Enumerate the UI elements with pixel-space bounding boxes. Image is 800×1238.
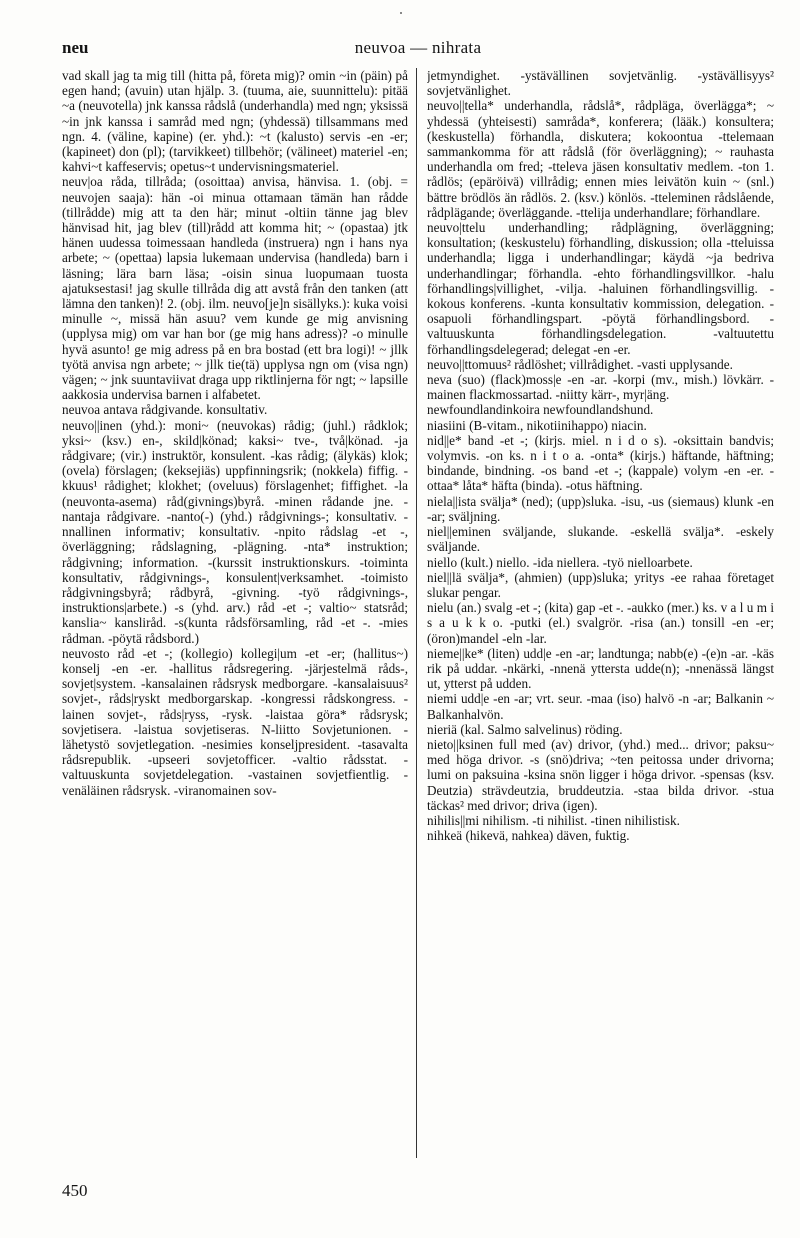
scan-speck [400,12,402,14]
dictionary-entry: vad skall jag ta mig till (hitta på, företa mig)? omin ~in (päin) på egen hand; (avuin) utan hjälp. 3. (tuuma, aie, suunnittelu): pitää ~a (neuvotella) jnk kanssa rådslå (underhandla) med ngn; yksissä ~in jnk kanssa i samråd med ngn; (yhdessä) tillsammans med ngn. 4. (väline, kapine) (er. yhd.): ~t (kalusto) servis -en -er; (kapineet) don (pl); (tarvikkeet) tillbehör; (välineet) materiel -en; kahvi~t kaffeservis; opetus~t undervisningsmateriel. [62,68,408,175]
dictionary-entry: niemi udd|e -en -ar; vrt. seur. -maa (iso) halvö -n -ar; Balkanin ~ Balkanhalvön. [427,691,774,722]
dictionary-entry: niel||eminen sväljande, slukande. -eskellä svälja*. -eskely sväljande. [427,524,774,555]
dictionary-entry: neva (suo) (flack)moss|e -en -ar. -korpi (mv., mish.) lövkärr. -mainen flackmossartad. -niitty kärr-, myr|äng. [427,372,774,403]
dictionary-entry: jetmyndighet. -ystävällinen sovjetvänlig. -ystävällisyys² sovjetvänlighet. [427,68,774,99]
page-number: 450 [62,1181,88,1200]
dictionary-entry: nid||e* band -et -; (kirjs. miel. n i d o s). -oksittain bandvis; volymvis. -on ks. n i t o a. -onta* (kirjs.) häftande, häftning; bindande, bindning. -os band -et -; (kappale) volym -en -er. -ottaa* låta* häfta (binda). -otus häftning. [427,432,774,494]
left-column [62,68,408,1158]
right-column [427,68,774,1158]
running-title: neuvoa — nihrata [354,38,482,57]
dictionary-entry: nieto||ksinen full med (av) drivor, (yhd.) med... drivor; paksu~ med höga drivor. -s (snö)driva; ~ten peitossa under drivorna; lumi on paksuina -ksina snön ligger i höga drivor. -spensas (ksv. Deutzia) strävdeutzia, bruddeutzia. -staa bilda drivor. -stua täckas² med drivor; driva (igen). [427,736,774,813]
dictionary-entry: neuvo||ttomuus² rådlöshet; villrådighet. -vasti upplysande. [427,356,733,372]
dictionary-entry: niela||ista svälja* (ned); (upp)sluka. -isu, -us (siemaus) klunk -en -ar; sväljning. [427,493,774,524]
dictionary-entry: niasiini (B-vitam., nikotiinihappo) niacin. [427,417,647,433]
guide-word: neu [62,38,89,57]
dictionary-entry: nielu (an.) svalg -et -; (kita) gap -et -. -aukko (mer.) ks. v a l u m i s a u k k o. -putki (el.) svalgrör. -risa (an.) tonsill -en -er; (öron)mandel -eln -lar. [427,600,774,646]
dictionary-entry: nieme||ke* (liten) udd|e -en -ar; landtunga; nabb(e) -(e)n -ar. -käs rik på uddar. -nkärki, -nnenä yttersta udde(n); -nnenässä längst ut, ytterst på udden. [427,645,774,692]
dictionary-entry: neuvoa antava rådgivande. konsultativ. [62,402,268,418]
column-divider [416,68,417,1158]
dictionary-entry: nihkeä (hikevä, nahkea) däven, fuktig. [427,828,630,844]
dictionary-entry: neuvosto råd -et -; (kollegio) kollegi|um -et -er; (hallitus~) konselj -en -er. -hallitus rådsregering. -järjestelmä råds-, sovjet|system. -kansalainen rådsrysk medborgare. -kansalaisuus² sovjet-, råds|ryskt medborgarskap. -kongressi rådskongress. -lainen sovjet-, råds|ryss, -rysk. -laistaa göra* rådsrysk; sovjetisera. -laistua sovjetiseras. N-liitto Sovjetunionen. -lähetystö sovjetlegation. -nesimies konseljpresident. -tasavalta rådsrepublik. -upseeri sovjetofficer. -valtio rådsstat. -valtuuskunta sovjetdelegation. -vastainen sovjetfientlig. -venäläinen rådsrysk. -viranomainen sov- [62,645,408,798]
dictionary-entry: neuvo|ttelu underhandling; rådplägning, överläggning; konsultation; (keskustelu) förhandling, diskussion; olla -tteluissa underhandla; ligga i underhandlingar; käydä ~ja bedriva underhandlingar; förhandla. -ehto förhandlingsvillkor. -halu förhandlings|villighet, -vilja. -haluinen förhandlingsvillig. -kokous konferens. -kunta konsultativ kommission, delegation. -osapuoli förhandlingspart. -pöytä förhandlingsbord. -valtuuskunta förhandlingsdelegation. -valtuutettu förhandlingsdelegerad; delegat -en -er. [427,220,774,357]
dictionary-entry: newfoundlandinkoira newfoundlandshund. [427,402,654,418]
page-header [62,38,774,60]
dictionary-entry: neuvo||tella* underhandla, rådslå*, rådpläga, överlägga*; ~ yhdessä (yhteisesti) samråda*, konferera; (lääk.) konsultera; (keskustella) förhandla, diskutera; kokoontua -ttelemaan sammankomma för att rådslå (för överläggning); ~ rauhasta underhandla om fred; -tteleva jäsen konsultativ medlem. -ton 1. rådlös; (epäröivä) villrådig; ennen mies leivätön kuin ~ (snl.) bättre brödlös än rådlös. 2. (ksv.) könlös. -tteleminen rådslående, rådplägande; överläggande. -ttelija underhandlare; förhandlare. [427,98,774,220]
dictionary-entry: neuv|oa råda, tillråda; (osoittaa) anvisa, hänvisa. 1. (obj. = neuvojen saaja): hän -oi minua ottamaan tämän han rådde (tillrådde) mig att ta den här; minut -oltiin tänne jag blev hänvisad hit, jag blev (till)rådd att komma hit; ~ (opastaa) jtk hänen uudessa toimessaan handleda (instruera) ngn i hans nya arbete; ~ (opettaa) lapsia lukemaan undervisa (handleda) barn i läsning; lära barn läsa; -oisin sinua luopumaan tuosta ajatuksestasi! jag skulle tillråda dig att avstå från den tanken (att lämna den tanken)! 2. (obj. ilm. neuvo[je]n sisällyks.): kuka voisi minulle ~, missä hän asuu? vem kunde ge mig anvisning (upplysa mig) om var han bor (ge mig hans adress)? -o minulle hyvä asunto! ge mig adress på en bra bostad (ett bra logi)! ~ jllk työtä anvisa ngn arbete; ~ jllk tie(tä) upplysa ngn om (visa ngn) vägen; ~ jnk suuntaviivat draga upp riktlinjerna för ngt; ~ lapsille aakkosia undervisa barnen i alfabetet. [62,174,408,403]
dictionary-entry: niello (kult.) niello. -ida niellera. -työ nielloarbete. [427,554,693,570]
dictionary-entry: nihilis||mi nihilism. -ti nihilist. -tinen nihilistisk. [427,812,680,828]
dictionary-entry: nieriä (kal. Salmo salvelinus) röding. [427,721,623,737]
dictionary-entry: niel||lä svälja*, (ahmien) (upp)sluka; yritys -ee rahaa företaget slukar pengar. [427,569,774,600]
dictionary-entry: neuvo||inen (yhd.): moni~ (neuvokas) rådig; (juhl.) rådklok; yksi~ (ksv.) en-, skild|könad; kaksi~ tve-, två|könad. -ja rådgivare; (vir.) instruktör, konsulent. -kas rådig; (älykäs) klok; (ovela) förslagen; (keksejiäs) uppfinningsrik; (nokkela) fiffig. -kkuus¹ rådighet; klokhet; (oveluus) förslagenhet; fiffighet. -la (neuvonta-asema) råd(givnings)byrå. -minen rådande jne. -nantaja rådgivare. -nanto(-) (yhd.) rådgivnings-; konsultativ. -nnallinen informativ; konsultativ. -npito rådslag -et -, överläggning; rådslagning, -plägning. -nta* instruktion; rådgivning; information. -(kurssit instruktionskurs. -toiminta konsultativ, rådgivnings-, konsulent|verksamhet. -toimisto rådgivningsbyrå; rådbyrå, -givning. -työ rådgivnings-, instruktions|arbete.) -s (yhd. arv.) råd -et -; valtio~ statsråd; kanslia~ kansliråd. -s(kunta rådsförsamling, råd -et -. -mies rådman. -pöytä rådsbord.) [62,417,408,646]
